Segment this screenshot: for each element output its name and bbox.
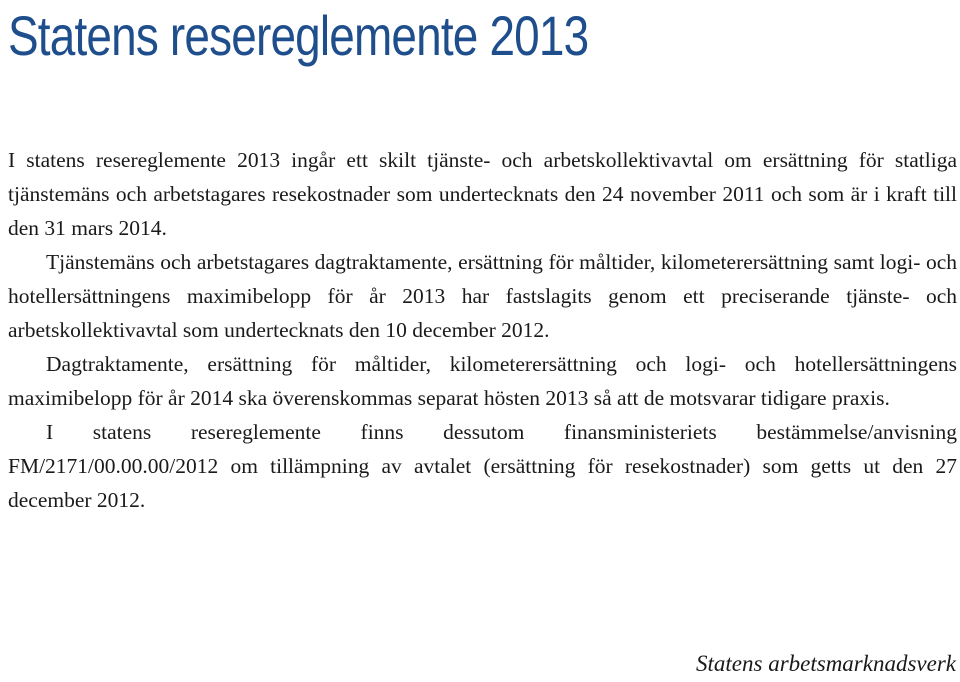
paragraph-ministry-directive: I statens resereglemente finns dessutom finansministeriets bestämmelse/anvisning FM/2171/00.00.00/2012 om tillämpning av avtalet (ersättning för resekostnader) som getts ut den 27 december 2012.	[8, 420, 957, 512]
body-text	[8, 143, 957, 517]
paragraph-allowances-2013: Tjänstemäns och arbetstagares dagtraktamente, ersättning för måltider, kilometerersättning samt logi- och hotellersättningens maximibelopp för år 2013 har fastslagits genom ett preciserande tjänste- och arbetskollektivavtal som undertecknats den 10 december 2012.	[8, 250, 957, 342]
signature: Statens arbetsmarknadsverk	[696, 651, 956, 676]
paragraph-allowances-2014: Dagtraktamente, ersättning för måltider, kilometerersättning och logi- och hotellersättningens maximibelopp för år 2014 ska överenskommas separat hösten 2013 så att de motsvarar tidigare praxis.	[8, 352, 957, 410]
paragraph-intro: I statens resereglemente 2013 ingår ett skilt tjänste- och arbetskollektivavtal om ersättning för statliga tjänstemäns och arbetstagares resekostnader som undertecknats den 24 november 2011 och som är i kraft till den 31 mars 2014.	[8, 148, 957, 240]
page-title: Statens resereglemente 2013	[8, 4, 589, 67]
